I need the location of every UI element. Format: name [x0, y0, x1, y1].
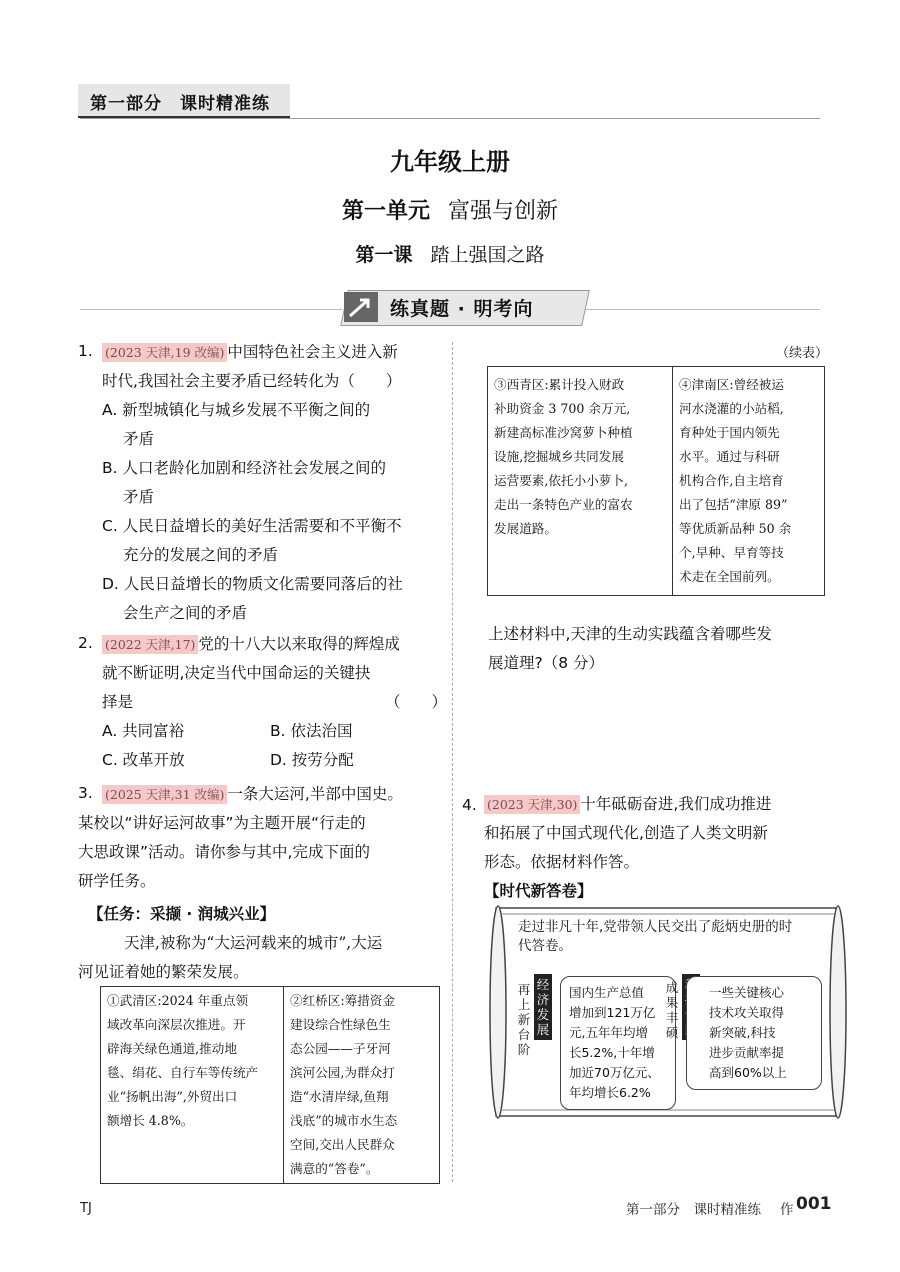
q4-stem-c: 形态。依据材料作答。 [484, 853, 640, 871]
q3-cell-3-line: 设施,挖掘城乡共同发展 [494, 449, 624, 464]
q2-option-d: D. 按劳分配 [270, 751, 354, 769]
q3-cell-4-line: ④津南区:曾经被运 [679, 377, 784, 392]
q4-source: (2023 天津,30) [484, 795, 580, 814]
q3-cell-2-line: 态公园——子牙河 [290, 1041, 391, 1056]
card-economy-line: 年均增长6.2% [569, 1085, 651, 1100]
q3-cell-3-line: 补助资金 3 700 余万元, [494, 401, 631, 416]
q3-cell-3-line: 运营要素,依托小小萝卜, [494, 473, 628, 488]
q3-cell-1-line: 额增长 4.8%。 [107, 1113, 194, 1128]
lesson-heading [0, 240, 900, 267]
q3-cell-4-line: 河水浇灌的小站稻, [679, 401, 784, 416]
q3-stem [102, 780, 447, 809]
q1-number: 1. [78, 342, 93, 360]
q2-stem-a: 党的十八大以来取得的辉煌成 [198, 635, 400, 653]
card-economy-line: 增加到121万亿 [569, 1005, 656, 1020]
card-tech-line: 技术攻关取得 [709, 1005, 785, 1020]
q3-ask-a: 上述材料中,天津的生动实践蕴含着哪些发 [488, 625, 772, 643]
q1-stem-a: 中国特色社会主义进入新 [227, 343, 398, 361]
q3-continued-label: （续表） [776, 346, 829, 361]
column-divider [452, 342, 454, 1182]
page-number: 001 [796, 1194, 832, 1214]
badge-economy: 经济发展 [534, 974, 552, 1040]
side-label-2: 成果丰硕 [665, 980, 679, 1040]
q3-cell-4-line: 术走在全国前列。 [679, 569, 780, 584]
q3-ask [488, 620, 833, 678]
card-tech-line: 新突破,科技 [709, 1025, 776, 1040]
q4-stem-b: 和拓展了中国式现代化,创造了人类文明新 [484, 824, 768, 842]
card-economy-line: 国内生产总值 [569, 985, 645, 1000]
q3-cell-1-line: 域改革向深层次推进。开 [107, 1017, 246, 1032]
q2-option-c: C. 改革开放 [102, 751, 185, 769]
q3-cell-4-line: 出了包括“津原 89” [679, 497, 788, 512]
q1-option-b: B. 人口老龄化加剧和经济社会发展之间的 [102, 459, 386, 477]
q3-cell-4-line: 育种处于国内领先 [679, 425, 780, 440]
footer-left: TJ [80, 1201, 92, 1216]
q3-stem-b: 某校以“讲好运河故事”为主题开展“行走的 [78, 814, 366, 832]
card-economy-line: 元,五年年均增 [569, 1025, 648, 1040]
card-tech [686, 976, 822, 1090]
q3-cell-2-line: 空间,交出人民群众 [290, 1137, 395, 1152]
q3-cell-4-line: 等优质新品种 50 余 [679, 521, 792, 536]
q3-cell-2-line: ②红桥区:筹措资金 [290, 993, 395, 1008]
q3-cell-2-line: 浅底”的城市水生态 [290, 1113, 398, 1128]
book-title: 九年级上册 [390, 148, 510, 176]
q1-source: (2023 天津,19 改编) [102, 343, 227, 362]
scroll-title-b: 代答卷。 [518, 938, 572, 954]
q3-stem-d: 研学任务。 [78, 872, 156, 890]
q4-heading: 【时代新答卷】 [484, 882, 593, 900]
q1-option-a-cont: 矛盾 [123, 430, 155, 448]
q3-stem-c: 大思政课”活动。请你参与其中,完成下面的 [78, 843, 370, 861]
q3-cell-2 [284, 987, 440, 1184]
q3-intro-b: 河见证着她的繁荣发展。 [78, 963, 249, 981]
side-label-1: 再上新台阶 [517, 982, 531, 1057]
scroll-title-a: 走过非凡十年,党带领人民交出了彪炳史册的时 [518, 919, 793, 935]
q3-cell-3-line: 发展道路。 [494, 521, 557, 536]
q3-cell-3 [488, 367, 673, 596]
q2-option-a: A. 共同富裕 [102, 722, 185, 740]
q3-intro-a: 天津,被称为“大运河载来的城市”,大运 [124, 934, 383, 952]
unit-label: 第一单元 [341, 199, 430, 224]
card-economy-line: 长5.2%,十年增 [569, 1045, 655, 1060]
card-tech-line: 高到60%以上 [709, 1065, 787, 1080]
q3-material-table-2 [487, 366, 825, 596]
q4-stem [484, 790, 834, 906]
q3-material-table-1 [100, 986, 440, 1184]
q3-cell-3-line: 新建高标准沙窝萝卜种植 [494, 425, 633, 440]
section-banner [300, 290, 600, 326]
q1-option-d-cont: 会生产之间的矛盾 [123, 604, 248, 622]
q3-cell-4-line: 个,早种、早育等技 [679, 545, 784, 560]
q3-cell-2-line: 满意的“答卷”。 [290, 1161, 379, 1176]
card-tech-line: 一些关键核心 [709, 985, 785, 1000]
q1-options [102, 396, 447, 628]
top-rule [80, 118, 820, 119]
q3-stem-cont [78, 809, 448, 987]
q3-source: (2025 天津,31 改编) [102, 785, 227, 804]
part-tag-label: 第一部分 课时精准练 [90, 94, 270, 114]
q3-cell-1-line: 业“扬帆出海”,外贸出口 [107, 1089, 238, 1104]
scroll-title [518, 918, 828, 956]
section-banner-text: 练真题 · 明考向 [390, 298, 534, 320]
unit-heading [0, 194, 900, 225]
q4-number: 4. [462, 796, 477, 814]
arrow-icon [344, 292, 378, 322]
card-tech-line: 进步贡献率提 [709, 1045, 785, 1060]
lesson-title: 踏上强国之路 [430, 244, 545, 266]
q3-cell-3-line: ③西青区:累计投入财政 [494, 377, 625, 392]
q2-stem-b: 就不断证明,决定当代中国命运的关键抉 [102, 664, 371, 682]
q1-option-b-cont: 矛盾 [123, 488, 155, 506]
q4-stem-a: 十年砥砺奋进,我们成功推进 [580, 795, 772, 813]
q3-cell-1-line: 毯、绢花、自行车等传统产 [107, 1065, 259, 1080]
card-economy [560, 976, 676, 1110]
footer-section: 第一部分 课时精准练 [626, 1202, 761, 1218]
q2-source: (2022 天津,17) [102, 635, 198, 654]
q3-cell-4-line: 机构合作,自主培育 [679, 473, 784, 488]
q3-cell-1-line: 辟海关绿色通道,推动地 [107, 1041, 237, 1056]
q3-cell-2-line: 滨河公园,为群众打 [290, 1065, 395, 1080]
q3-cell-1 [101, 987, 284, 1184]
lesson-label: 第一课 [355, 244, 413, 266]
q1-option-c-cont: 充分的发展之间的矛盾 [123, 546, 279, 564]
q2-number: 2. [78, 634, 93, 652]
q3-cell-2-line: 建设综合性绿色生 [290, 1017, 391, 1032]
q1-option-a: A. 新型城镇化与城乡发展不平衡之间的 [102, 401, 371, 419]
section-rule-right [584, 309, 820, 310]
q3-cell-3-line: 走出一条特色产业的富农 [494, 497, 633, 512]
q2-option-b: B. 依法治国 [270, 722, 353, 740]
footer-prefix: 作 [780, 1202, 794, 1218]
q2-stem-c: 择是 [102, 693, 134, 711]
q3-stem-a: 一条大运河,半部中国史。 [227, 785, 403, 803]
q1-stem [102, 338, 447, 396]
q2-stem [102, 630, 447, 775]
q3-cell-2-line: 造“水清岸绿,鱼翔 [290, 1089, 389, 1104]
q3-ask-b: 展道理?（8 分） [488, 654, 605, 672]
q2-bracket: （ ） [384, 693, 447, 711]
unit-title: 富强与创新 [448, 199, 559, 224]
part-tag [78, 84, 300, 118]
q1-option-d: D. 人民日益增长的物质文化需要同落后的社 [102, 575, 403, 593]
q3-cell-4 [673, 367, 825, 596]
q3-cell-4-line: 水平。通过与科研 [679, 449, 780, 464]
q1-stem-b: 时代,我国社会主要矛盾已经转化为（ ） [102, 372, 402, 390]
q3-cell-1-line: ①武清区:2024 年重点领 [107, 993, 249, 1008]
card-economy-line: 加近70万亿元、 [569, 1065, 660, 1080]
achievement-scroll [488, 900, 848, 1122]
q1-option-c: C. 人民日益增长的美好生活需要和不平衡不 [102, 517, 402, 535]
q3-task: 【任务：采撷 · 润城兴业】 [88, 905, 276, 923]
q3-number: 3. [78, 784, 93, 802]
